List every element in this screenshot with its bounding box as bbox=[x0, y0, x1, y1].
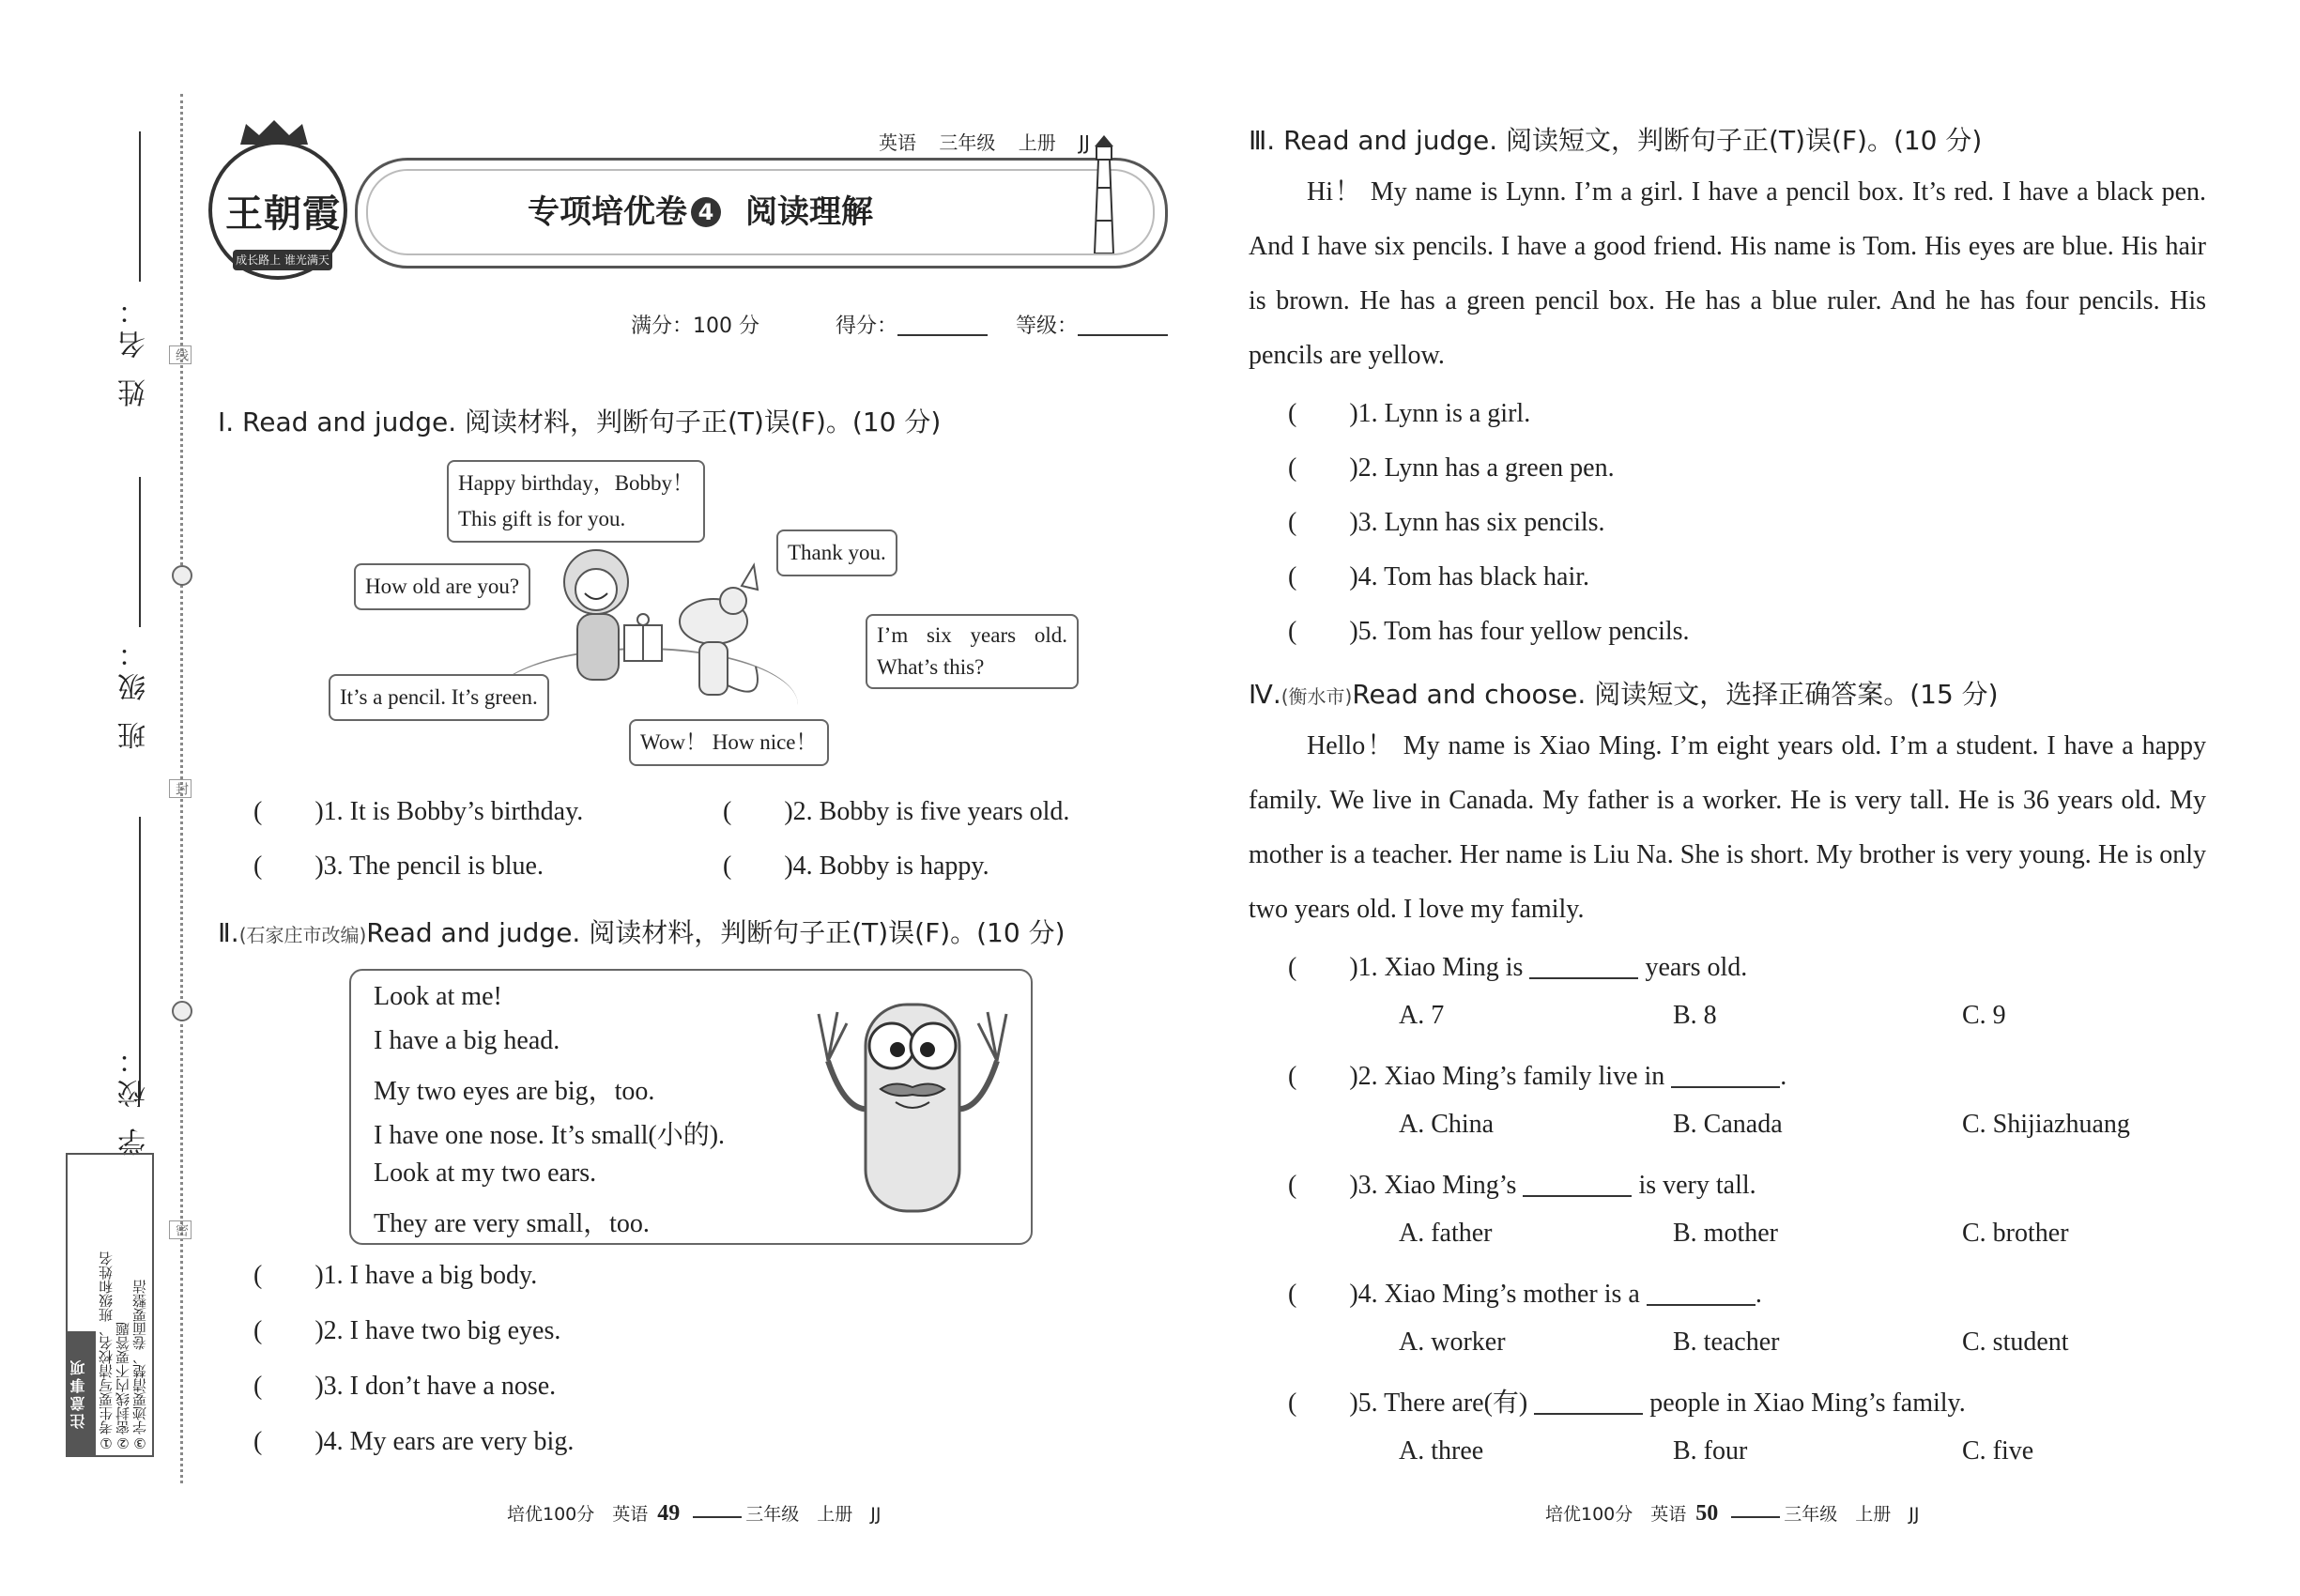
answer-blank[interactable] bbox=[1523, 1176, 1632, 1197]
footer-prefix: 培优100分 英语 bbox=[507, 1504, 649, 1525]
option-a[interactable]: A. father bbox=[1399, 1219, 1493, 1248]
judge-question: ( )1. I have a big body. bbox=[253, 1261, 538, 1290]
page-number: 49 bbox=[657, 1501, 681, 1526]
score-field[interactable] bbox=[836, 310, 988, 339]
answer-blank[interactable] bbox=[1534, 1394, 1643, 1415]
choice-question bbox=[1288, 1273, 1762, 1311]
notice-box bbox=[66, 1153, 154, 1457]
footer-rule bbox=[1731, 1516, 1780, 1518]
option-b[interactable]: B. four bbox=[1673, 1436, 1748, 1466]
judge-question: ( )4. My ears are very big. bbox=[253, 1427, 575, 1456]
option-a[interactable]: A. worker bbox=[1399, 1327, 1506, 1357]
score-blank[interactable] bbox=[897, 314, 988, 336]
header-tags bbox=[879, 128, 1107, 155]
option-b[interactable]: B. 8 bbox=[1673, 1001, 1717, 1030]
section-2-heading bbox=[218, 913, 1066, 950]
choice-question bbox=[1288, 946, 1747, 984]
title-topic: 阅读理解 bbox=[745, 193, 873, 231]
cartoon-character-illustration bbox=[809, 986, 1016, 1230]
footer-suffix: 三年级 上册 JJ bbox=[745, 1504, 882, 1525]
notice-title: 注意事项 bbox=[68, 1331, 96, 1455]
reading-passage: Hello！ My name is Xiao Ming. I’m eight years old. I’m a student. I have a happy family. We live in Canada. My father is a worker. He is very tall. He is 36 years old. My mother is a teacher. Her name is Liu Na. She is short. My brother is very young. He is only two years old. I love my family. bbox=[1249, 731, 2206, 924]
option-c[interactable]: C. 9 bbox=[1962, 1001, 2006, 1030]
judge-question: ( )2. I have two big eyes. bbox=[253, 1316, 561, 1345]
notice-item: ①考生要写清校名、班级和姓名 bbox=[98, 1251, 115, 1451]
question-text: years old. bbox=[1638, 953, 1748, 982]
bubble-text: This gift is for you. bbox=[458, 507, 626, 530]
option-a[interactable]: A. three bbox=[1399, 1436, 1484, 1466]
judge-question: ( )3. Lynn has six pencils. bbox=[1288, 508, 1605, 537]
question-text: people in Xiao Ming’s family. bbox=[1643, 1389, 1966, 1418]
question-text: . bbox=[1780, 1062, 1787, 1091]
footer-suffix: 三年级 上册 JJ bbox=[1784, 1504, 1920, 1525]
poem-line: Look at my two ears. bbox=[374, 1159, 597, 1188]
section-4-number: Ⅳ. bbox=[1249, 679, 1281, 710]
seal-knot bbox=[172, 1001, 192, 1021]
grade-field[interactable] bbox=[1016, 310, 1168, 339]
poem-line: My two eyes are big，too. bbox=[374, 1077, 655, 1106]
judge-question: ( )3. The pencil is blue. bbox=[253, 852, 544, 881]
name-label: 姓 名： bbox=[118, 291, 151, 407]
poem-line: I have a big head. bbox=[374, 1026, 560, 1055]
judge-question: ( )1. Lynn is a girl. bbox=[1288, 399, 1531, 428]
option-c[interactable]: C. student bbox=[1962, 1327, 2069, 1357]
section-1-heading: Ⅰ. Read and judge. 阅读材料，判断句子正(T)误(F)。(10 分) bbox=[218, 407, 942, 437]
judge-question: ( )1. It is Bobby’s birthday. bbox=[253, 797, 584, 826]
bubble-text: What’s this? bbox=[877, 655, 985, 679]
speech-bubble: Thank you. bbox=[776, 529, 897, 576]
speech-bubble bbox=[447, 460, 705, 543]
answer-blank[interactable] bbox=[1647, 1285, 1756, 1306]
edition-tag: JJ bbox=[1079, 131, 1090, 154]
section-2-text: Read and judge. 阅读材料，判断句子正(T)误(F)。(10 分) bbox=[366, 917, 1066, 948]
judge-question: ( )3. I don’t have a nose. bbox=[253, 1372, 557, 1401]
speech-bubble: It’s a pencil. It’s green. bbox=[329, 674, 549, 721]
section-4-text: Read and choose. 阅读短文，选择正确答案。(15 分) bbox=[1352, 679, 1999, 710]
title-prefix: 专项培优卷 bbox=[528, 193, 687, 231]
question-text: is very tall. bbox=[1632, 1171, 1756, 1200]
option-b[interactable]: B. Canada bbox=[1673, 1110, 1783, 1139]
page-footer-right bbox=[1545, 1500, 1919, 1527]
option-b[interactable]: B. mother bbox=[1673, 1219, 1778, 1248]
judge-question: ( )2. Bobby is five years old. bbox=[723, 797, 1070, 826]
section-2-source: (石家庄市改编) bbox=[238, 924, 367, 946]
option-a[interactable]: A. China bbox=[1399, 1110, 1495, 1139]
seal-mark-line: 线 bbox=[169, 345, 192, 364]
question-text: ( )4. Xiao Ming’s mother is a bbox=[1288, 1280, 1647, 1309]
bubble-text: Happy birthday，Bobby！ bbox=[458, 471, 695, 495]
option-c[interactable]: C. brother bbox=[1962, 1219, 2069, 1248]
judge-question: ( )2. Lynn has a green pen. bbox=[1288, 453, 1615, 483]
grade-blank[interactable] bbox=[1078, 314, 1168, 336]
section-2-number: Ⅱ. bbox=[218, 917, 239, 948]
page-number: 50 bbox=[1695, 1501, 1719, 1526]
bubble-text: I’m six years old. bbox=[877, 623, 1067, 647]
grade-tag: 三年级 bbox=[939, 131, 996, 154]
section-4-heading bbox=[1249, 674, 1999, 712]
reading-passage: Hi！ My name is Lynn. I’m a girl. I have a pencil box. It’s red. I have a black pen. And I have six pencils. I have a good friend. His name is Tom. His eyes are blue. His hair is brown. He has a green pencil box. He has a blue ruler. And he has four pencils. His pencils are yellow. bbox=[1249, 177, 2206, 370]
poem-line: Look at me! bbox=[374, 982, 502, 1011]
question-text: ( )1. Xiao Ming is bbox=[1288, 953, 1530, 982]
notice-item: ②密封线内不要答题 bbox=[115, 1322, 131, 1451]
page-footer-left bbox=[507, 1500, 881, 1527]
class-label: 班 级： bbox=[118, 634, 151, 750]
full-marks: 满分：100 分 bbox=[631, 315, 759, 338]
choice-question bbox=[1288, 1382, 1966, 1420]
speech-bubble: Wow！ How nice！ bbox=[629, 719, 829, 766]
option-c[interactable]: C. Shijiazhuang bbox=[1962, 1110, 2130, 1139]
judge-question: ( )4. Tom has black hair. bbox=[1288, 562, 1590, 591]
seal-mark-close: 密 bbox=[169, 1220, 192, 1239]
option-a[interactable]: A. 7 bbox=[1399, 1001, 1445, 1030]
brand-logo-ribbon: 成长路上 谁光满天 bbox=[233, 250, 332, 270]
lighthouse-icon bbox=[1085, 131, 1123, 253]
name-fill-line[interactable] bbox=[139, 131, 141, 282]
seal-knot bbox=[172, 565, 192, 586]
footer-prefix: 培优100分 英语 bbox=[1545, 1504, 1687, 1525]
poem-line: I have one nose. It’s small(小的). bbox=[374, 1121, 726, 1150]
notice-items bbox=[98, 1159, 150, 1451]
choice-question bbox=[1288, 1055, 1786, 1093]
option-c[interactable]: C. five bbox=[1962, 1436, 2034, 1466]
school-label: 学 校： bbox=[118, 1040, 151, 1157]
section-3-heading: Ⅲ. Read and judge. 阅读短文，判断句子正(T)误(F)。(10 分) bbox=[1249, 125, 1983, 156]
footer-rule bbox=[693, 1516, 742, 1518]
section-4-source: (衡水市) bbox=[1280, 685, 1353, 708]
class-fill-line[interactable] bbox=[139, 477, 141, 627]
question-text: ( )5. There are(有) bbox=[1288, 1389, 1535, 1418]
option-b[interactable]: B. teacher bbox=[1673, 1327, 1780, 1357]
judge-question: ( )4. Bobby is happy. bbox=[723, 852, 989, 881]
choice-question bbox=[1288, 1164, 1756, 1202]
question-text: ( )2. Xiao Ming’s family live in bbox=[1288, 1062, 1672, 1091]
page-title bbox=[528, 186, 873, 232]
question-text: ( )3. Xiao Ming’s bbox=[1288, 1171, 1524, 1200]
answer-blank[interactable] bbox=[1671, 1067, 1780, 1088]
brand-logo-text: 王朝霞 bbox=[225, 192, 341, 236]
speech-bubble: How old are you? bbox=[354, 563, 530, 610]
volume-tag: 上册 bbox=[1018, 131, 1056, 154]
seal-mark-seal: 封 bbox=[169, 779, 192, 798]
score-label: 得分： bbox=[836, 315, 898, 338]
question-text: . bbox=[1755, 1280, 1762, 1309]
judge-question: ( )5. Tom has four yellow pencils. bbox=[1288, 617, 1690, 646]
grade-label: 等级： bbox=[1016, 315, 1079, 338]
title-number-badge: 4 bbox=[691, 197, 721, 227]
speech-bubble bbox=[866, 614, 1079, 689]
answer-blank[interactable] bbox=[1529, 959, 1638, 979]
notice-item: ③字迹要清楚、卷面要整洁 bbox=[131, 1280, 148, 1451]
subject-tag: 英语 bbox=[879, 131, 916, 154]
poem-line: They are very small，too. bbox=[374, 1209, 650, 1238]
